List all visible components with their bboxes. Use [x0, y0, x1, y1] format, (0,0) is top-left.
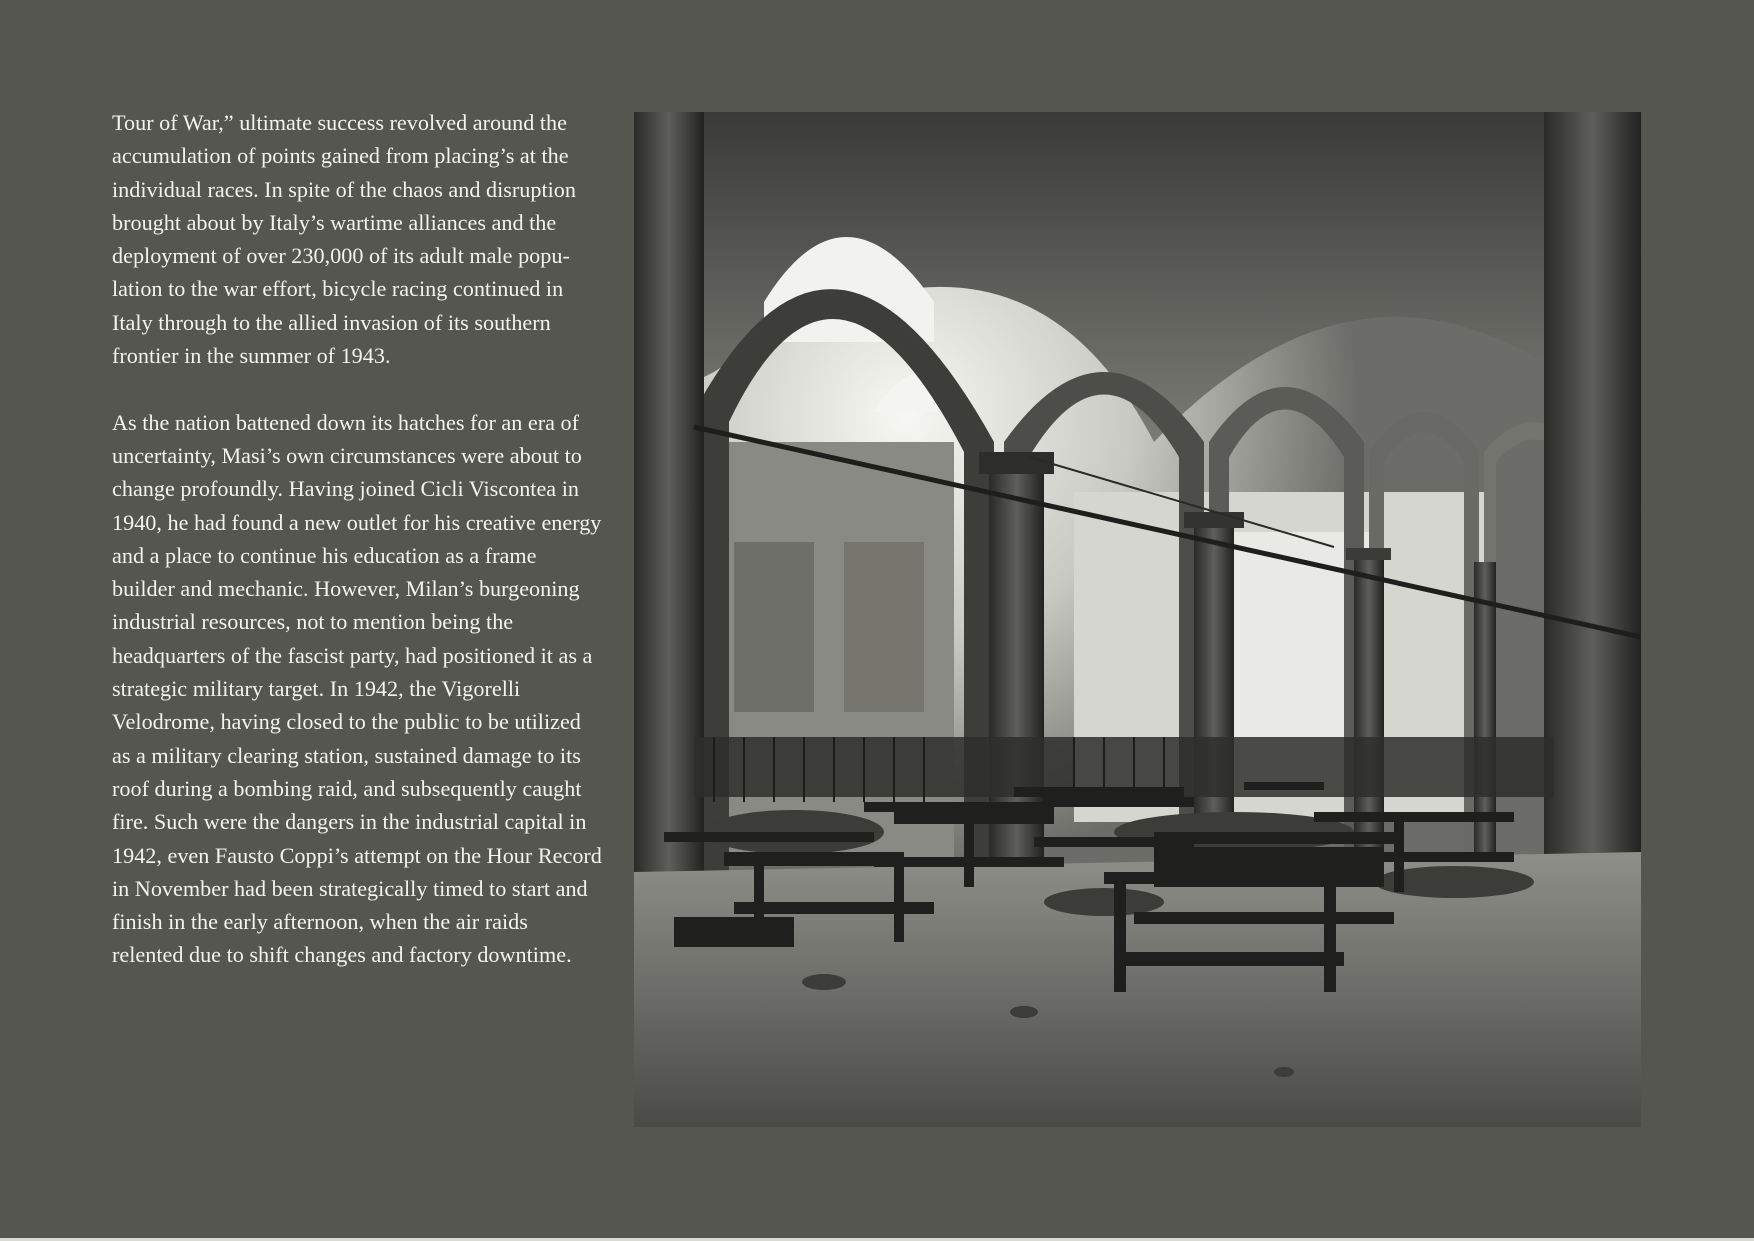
paragraph-2: As the nation battened down its hatches for an era of uncertainty, Masi’s own circumstances were about to change profoundly. Having joined Cicli Viscontea in 1940, he had found a new outlet for his creative energy and a place to continue his education as a frame builder and mechanic. However, Milan’s burgeoning industrial resources, not to mention being the headquarters of the fascist party, had positioned it as a strategic military target. In 1942, the Vigorelli Velodrome, having closed to the public to be utilized as a military clearing station, sustained damage to its roof during a bombing raid, and subsequently caught fire. Such were the dangers in the industrial capital in 1942, even Fausto Coppi’s attempt on the Hour Record in November had been strategically timed to start and finish in the early afternoon, when the air raids relented due to shift changes and factory downtime. — [112, 409, 602, 968]
paragraph-1: Tour of War,” ultimate success revolved around the accumulation of points gained from placing’s at the individual races. In spite of the chaos and disruption brought about by Italy’s wartime alliances and the deployment of over 230,000 of its adult male population to the war effort, bicycle racing continued in Italy through to the allied invasion of its southern frontier in the summer of 1943. — [112, 110, 576, 369]
photo-illustration — [634, 112, 1641, 1127]
body-text-column — [112, 106, 604, 1005]
bombed-church-photograph — [634, 112, 1641, 1127]
